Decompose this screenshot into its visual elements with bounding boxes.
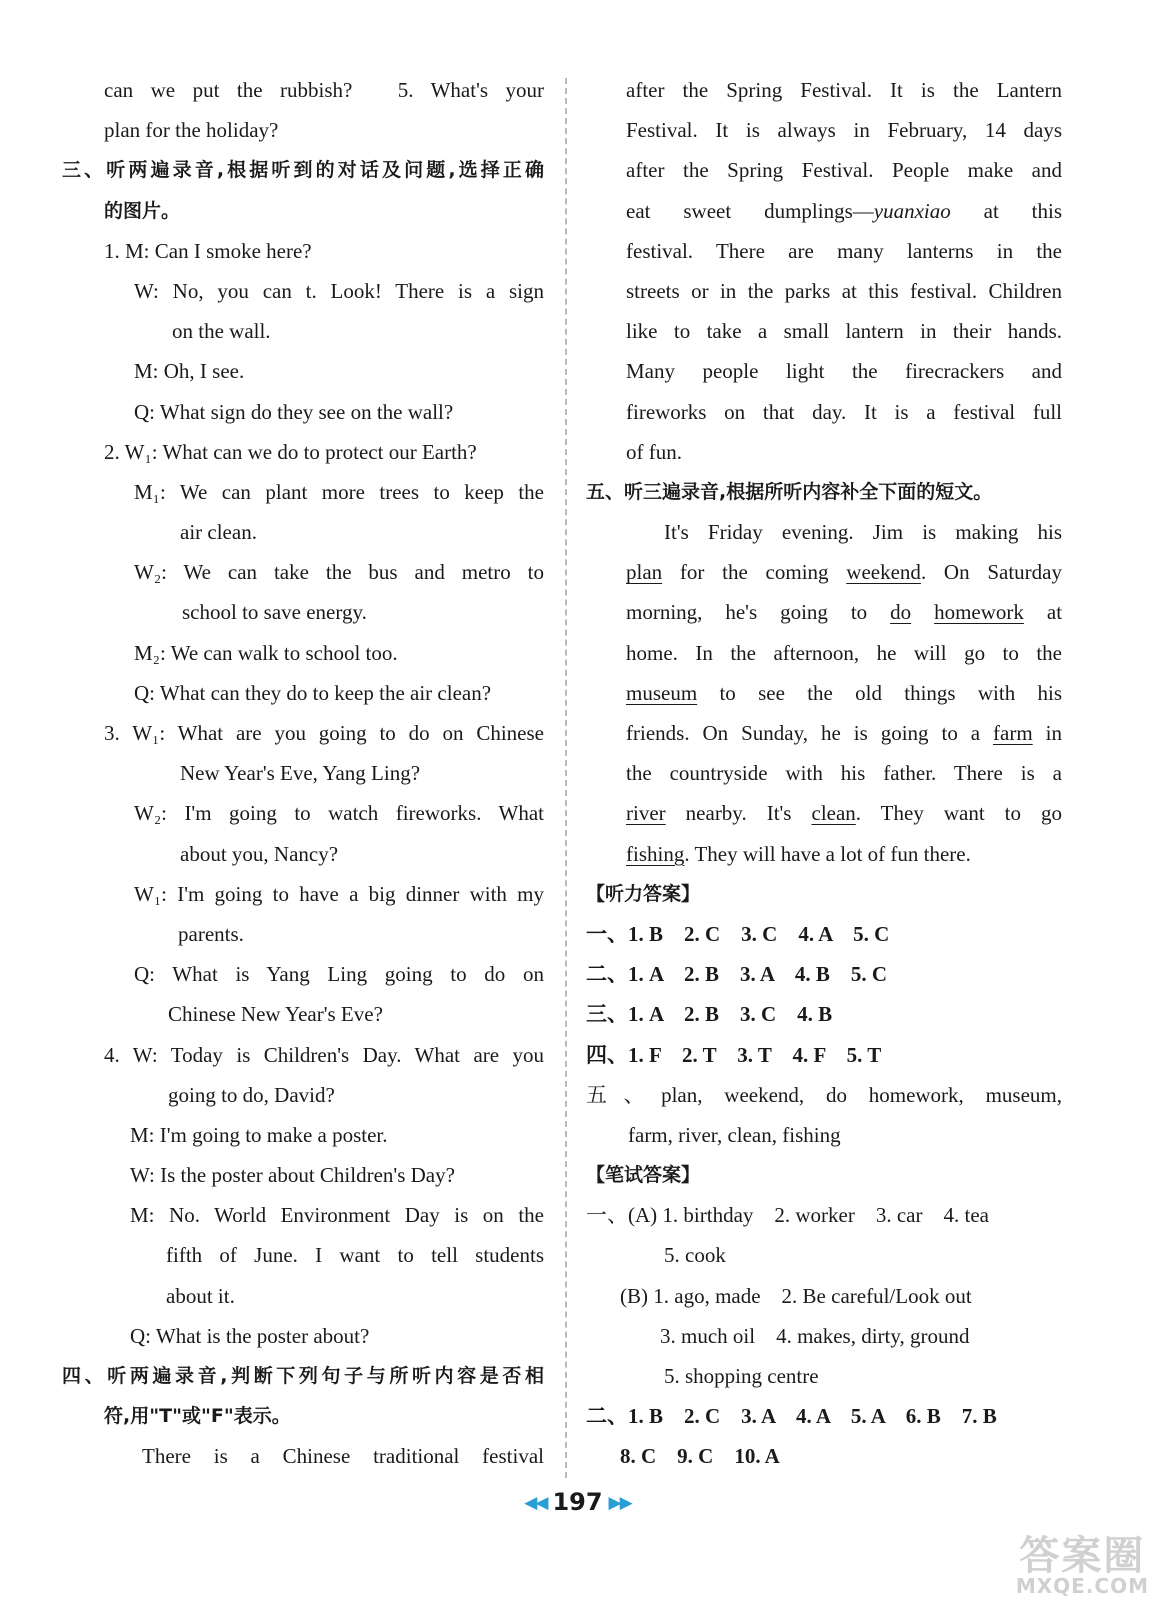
double-right-triangle-icon: ▶▶ — [608, 1493, 631, 1513]
text-segment: nearby. It's — [685, 801, 792, 826]
answer-word: museum — [626, 680, 698, 705]
dialog-line: Q: What is Yang Ling going to do on — [134, 962, 544, 987]
page-number: 197 — [552, 1488, 603, 1516]
text-line: festival. There are many lanterns in the — [626, 238, 1062, 263]
dialog-line: M: No. World Environment Day is on the — [130, 1203, 544, 1228]
dialog-line: school to save energy. — [182, 600, 367, 625]
text-segment: at this — [983, 198, 1062, 223]
dialog-line: 1. M: Can I smoke here? — [104, 238, 312, 263]
text-line — [586, 552, 1062, 592]
dialog-line: going to do, David? — [168, 1082, 335, 1107]
dialog-line: Chinese New Year's Eve? — [168, 1002, 383, 1027]
italic-term: yuanxiao — [873, 198, 951, 223]
text-segment: . On Saturday — [920, 560, 1062, 585]
answer-word: fishing — [626, 841, 685, 866]
dialog-line: W₂: I'm going to watch fireworks. What — [134, 801, 544, 826]
left-column — [62, 70, 544, 1477]
dialog-line: 4. W: Today is Children's Day. What are you — [104, 1042, 544, 1067]
text-segment: . They will have a lot of fun there. — [684, 841, 971, 866]
written-answers-header: 【笔试答案】 — [586, 1164, 701, 1187]
dialog-line: M: I'm going to make a poster. — [130, 1122, 388, 1147]
text-segment: . They want to go — [855, 801, 1062, 826]
text-segment: to see the old things with his — [719, 680, 1062, 705]
page-footer — [0, 1488, 1155, 1516]
dialog-line: 2. W₁: What can we do to protect our Earth? — [104, 439, 477, 464]
text-line: the countryside with his father. There is a — [626, 761, 1062, 786]
text-line: plan for the holiday? — [104, 118, 279, 143]
answer-word: river — [626, 801, 666, 826]
text-line: streets or in the parks at this festival. Children — [626, 278, 1062, 303]
listening-answers-header: 【听力答案】 — [586, 882, 701, 905]
dialog-line: M: Oh, I see. — [134, 359, 245, 384]
answer-line: 二、1. A 2. B 3. A 4. B 5. C — [586, 962, 888, 987]
answer-line: 5. cook — [664, 1243, 726, 1268]
answer-word: weekend — [846, 560, 921, 585]
text-line: There is a Chinese traditional festival — [142, 1444, 544, 1469]
text-line — [586, 191, 1062, 231]
dialog-line: New Year's Eve, Yang Ling? — [180, 761, 421, 786]
text-segment: in — [1045, 721, 1062, 745]
dialog-line: on the wall. — [172, 319, 271, 344]
answer-line: 三、1. A 2. B 3. C 4. B — [586, 1002, 833, 1027]
text-line: of fun. — [626, 439, 682, 464]
section-4-header-cont: 符,用"T"或"F"表示。 — [104, 1405, 291, 1428]
answer-line: 四、1. F 2. T 3. T 4. F 5. T — [586, 1042, 882, 1067]
dialog-line: W: No, you can t. Look! There is a sign — [134, 278, 544, 303]
answer-line: 3. much oil 4. makes, dirty, ground — [660, 1323, 970, 1348]
text-line: home. In the afternoon, he will go to the — [626, 640, 1062, 665]
section-5-header: 五、听三遍录音,根据所听内容补全下面的短文。 — [586, 480, 993, 503]
answer-line: 二、1. B 2. C 3. A 4. A 5. A 6. B 7. B — [586, 1404, 997, 1429]
text-line: Many people light the firecrackers and — [626, 359, 1062, 384]
text-line: Festival. It is always in February, 14 days — [626, 118, 1062, 143]
answer-word: do — [890, 600, 912, 625]
dialog-line: W₁: I'm going to have a big dinner with my — [134, 881, 544, 906]
dialog-line: about you, Nancy? — [180, 841, 339, 866]
text-line — [586, 713, 1062, 753]
answer-line: 一、1. B 2. C 3. C 4. A 5. C — [586, 921, 890, 946]
watermark-url: MXQE.COM — [1015, 1574, 1149, 1598]
text-segment: at — [1046, 600, 1062, 625]
answer-line: 5. shopping centre — [664, 1364, 819, 1388]
column-divider — [565, 78, 567, 1478]
text-segment: eat sweet dumplings— — [626, 198, 874, 223]
dialog-line: W₂: We can take the bus and metro to — [134, 560, 544, 585]
text-segment: morning, he's going to — [626, 600, 868, 625]
dialog-line: 3. W₁: What are you going to do on Chinese — [104, 721, 544, 745]
text-line: like to take a small lantern in their hands. — [626, 319, 1062, 344]
answer-line: 一、(A) 1. birthday 2. worker 3. car 4. tea — [586, 1203, 989, 1228]
watermark-logo-text: 答案圈 — [1019, 1533, 1146, 1579]
text-segment: for the coming — [679, 560, 829, 585]
dialog-line: fifth of June. I want to tell students — [166, 1243, 544, 1268]
text-line: can we put the rubbish? 5. What's your — [104, 78, 544, 102]
text-segment: friends. On Sunday, he is going to a — [626, 721, 981, 745]
watermark — [1015, 1533, 1149, 1598]
text-line — [586, 592, 1062, 632]
dialog-line: parents. — [178, 921, 244, 946]
section-3-header-cont: 的图片。 — [104, 199, 181, 222]
text-line — [586, 793, 1062, 833]
answer-word: farm — [993, 721, 1033, 745]
answer-line: (B) 1. ago, made 2. Be careful/Look out — [620, 1283, 972, 1308]
text-line: fireworks on that day. It is a festival full — [626, 399, 1062, 424]
dialog-line: air clean. — [180, 520, 257, 545]
text-line — [586, 673, 1062, 713]
section-3-header: 三、听两遍录音,根据听到的对话及问题,选择正确 — [62, 159, 544, 182]
answer-line: 五、plan, weekend, do homework, museum, — [586, 1082, 1062, 1107]
dialog-line: M₂: We can walk to school too. — [134, 640, 398, 665]
text-line: It's Friday evening. Jim is making his — [664, 520, 1062, 545]
dialog-line: Q: What can they do to keep the air clean? — [134, 680, 492, 705]
answer-word: plan — [626, 560, 663, 585]
text-line: after the Spring Festival. People make and — [626, 158, 1062, 183]
text-line — [586, 834, 1062, 874]
answer-line: 8. C 9. C 10. A — [620, 1444, 780, 1469]
right-column — [586, 70, 1062, 1477]
text-line: after the Spring Festival. It is the Lantern — [626, 78, 1062, 102]
answer-line: farm, river, clean, fishing — [628, 1122, 841, 1147]
answer-word: clean — [811, 801, 856, 826]
answer-word: homework — [934, 600, 1024, 625]
dialog-line: W: Is the poster about Children's Day? — [130, 1163, 455, 1188]
dialog-line: M₁: We can plant more trees to keep the — [134, 479, 544, 504]
section-4-header: 四、听两遍录音,判断下列句子与所听内容是否相 — [62, 1365, 544, 1387]
dialog-line: Q: What is the poster about? — [130, 1323, 370, 1348]
dialog-line: Q: What sign do they see on the wall? — [134, 399, 454, 424]
double-left-triangle-icon: ◀◀ — [524, 1493, 547, 1513]
dialog-line: about it. — [166, 1283, 235, 1308]
